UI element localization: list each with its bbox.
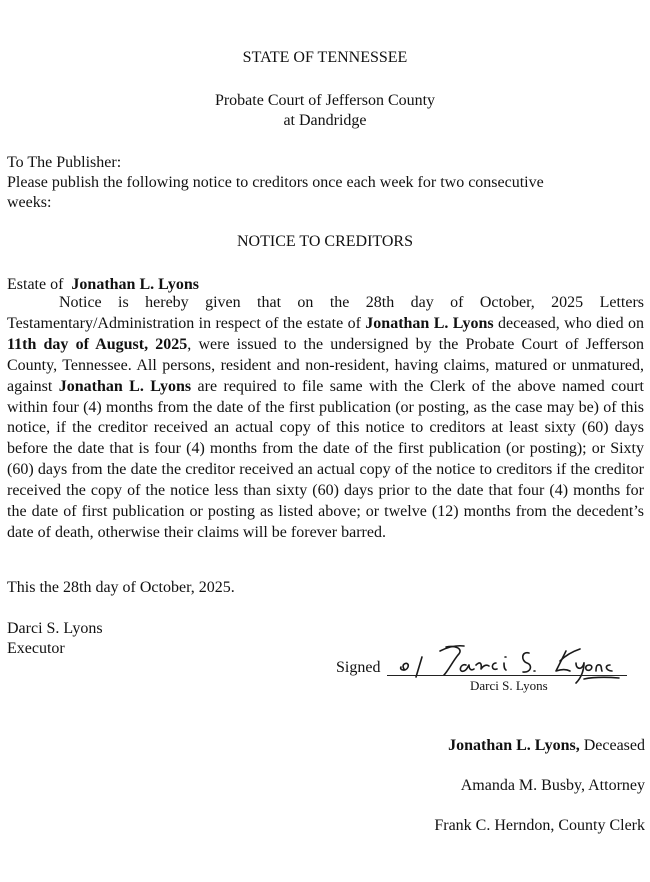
court-location: at Dandridge xyxy=(283,112,367,129)
notice-text-4: are required to file same with the Clerk of the above named court within four (4) months from the date of the first publication (or posting, as the case may be) of this notice, if the creditor received an actual copy of this notice to creditors at least sixty (60) days before the date that is four (4) months from the date of the first publication (or posting); or Sixty (60) days from the date the creditor received an actual copy of the notice to creditors if the creditor received the copy of the notice less than sixty (60) days prior to the date that four (4) months for the date of first publication or posting as listed above; or twelve (12) months from the decedent’s date of death, otherwise their claims will be forever barred. xyxy=(7,377,645,541)
attorney-line: Amanda M. Busby, Attorney xyxy=(460,777,645,794)
state-heading: STATE OF TENNESSEE xyxy=(242,49,408,66)
executor-name: Darci S. Lyons xyxy=(7,620,103,637)
notice-text-3: , were issued to the undersigned by the Probate Court of Jefferson County, Tennessee. All persons, resident and non-resident, having claims, matured or unmatured, against xyxy=(7,335,644,395)
deceased-suffix: Deceased xyxy=(579,737,645,754)
signed-label: Signed xyxy=(336,659,381,676)
court-name: Probate Court of Jefferson County xyxy=(214,92,436,109)
decedent-name: Jonathan L. Lyons xyxy=(365,314,494,332)
request-line-1: Please publish the following notice to creditors once each week for two consecutive xyxy=(7,174,544,191)
estate-prefix: Estate of xyxy=(7,276,64,293)
signature-line xyxy=(387,675,627,676)
notice-title: NOTICE TO CREDITORS xyxy=(236,233,413,250)
signer-printed-name: Darci S. Lyons xyxy=(470,678,548,693)
estate-line xyxy=(7,275,199,295)
deceased-line xyxy=(448,736,645,756)
salutation: To The Publisher: xyxy=(7,154,122,171)
notice-text-2: deceased, who died on xyxy=(493,314,645,332)
notice-text-1: Notice is hereby given that on the 28th day of October, 2025 Letters Testamentary/Administration in respect of the estate of xyxy=(7,294,644,332)
deceased-name: Jonathan L. Lyons, xyxy=(448,737,580,754)
estate-name: Jonathan L. Lyons xyxy=(71,276,200,293)
notice-body xyxy=(7,293,644,544)
executor-title: Executor xyxy=(7,640,65,657)
clerk-line: Frank C. Herndon, County Clerk xyxy=(434,817,645,834)
dated-line: This the 28th day of October, 2025. xyxy=(7,579,235,596)
decedent-name-2: Jonathan L. Lyons xyxy=(58,377,192,395)
request-line-2: weeks: xyxy=(7,194,52,211)
death-date: 11th day of August, 2025 xyxy=(7,335,188,353)
